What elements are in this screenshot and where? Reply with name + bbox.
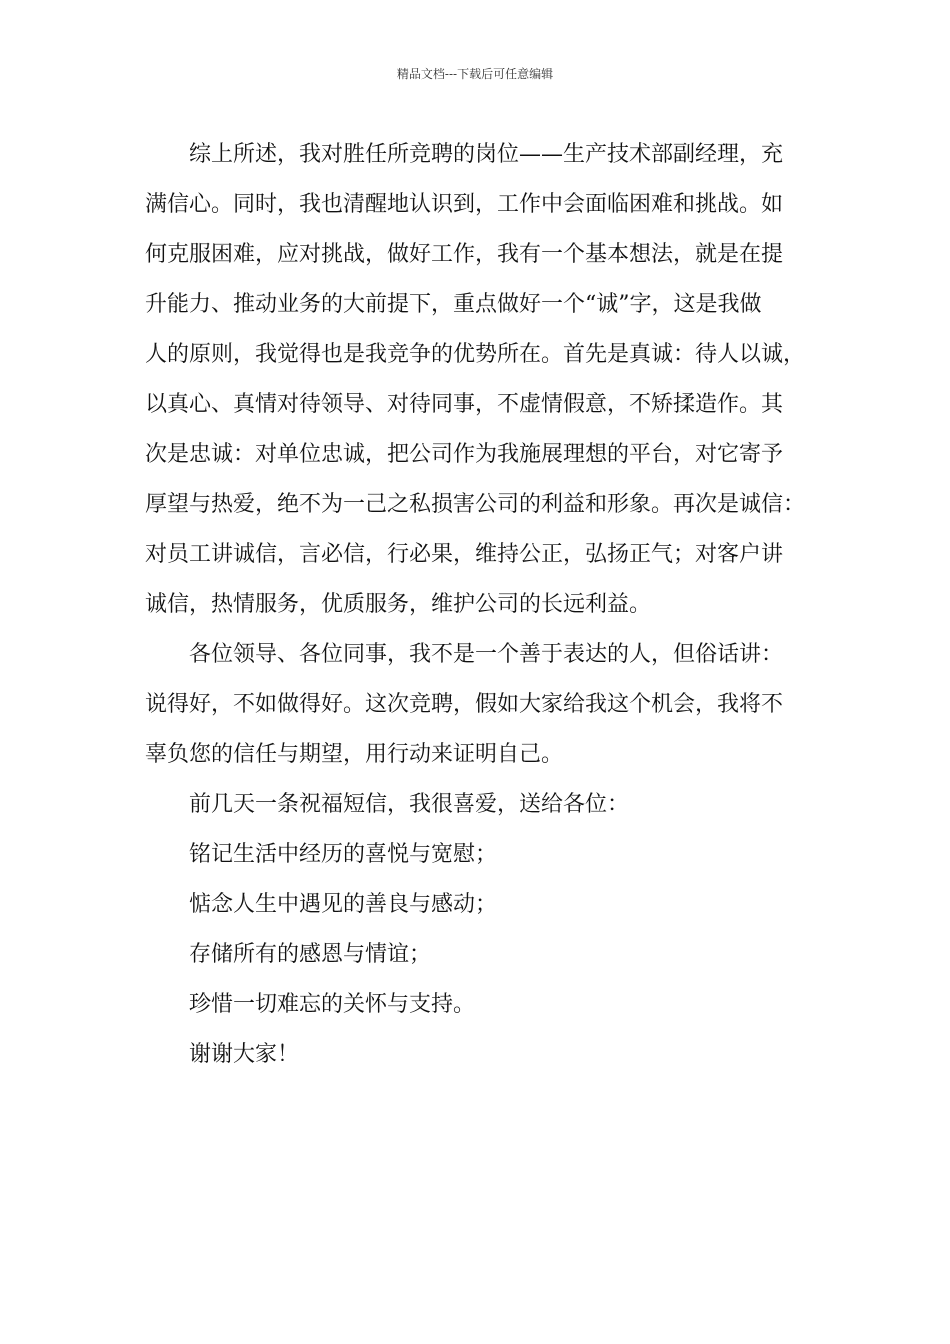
text-line: 铭记生活中经历的喜悦与宽慰； [189, 842, 498, 867]
page-header: 精品文档---下载后可任意编辑 [396, 67, 554, 81]
text-line: 各位领导、各位同事，我不是一个善于表达的人，但俗话讲： [189, 642, 784, 667]
text-line: 对员工讲诚信，言必信，行必果，维持公正，弘扬正气；对客户讲 [145, 542, 784, 567]
text-line: 前几天一条祝福短信，我很喜爱，送给各位： [189, 792, 630, 817]
text-line: 诚信，热情服务，优质服务，维护公司的长远利益。 [145, 592, 652, 617]
text-line: 何克服困难，应对挑战，做好工作，我有一个基本想法，就是在提 [145, 242, 784, 267]
text-line: 存储所有的感恩与情谊； [189, 942, 432, 967]
text-line: 满信心。同时，我也清醒地认识到，工作中会面临困难和挑战。如 [145, 192, 784, 217]
text-line: 次是忠诚：对单位忠诚，把公司作为我施展理想的平台，对它寄予 [145, 442, 784, 467]
text-line: 谢谢大家！ [189, 1042, 300, 1067]
text-line: 人的原则，我觉得也是我竞争的优势所在。首先是真诚：待人以诚， [145, 342, 806, 367]
text-line: 以真心、真情对待领导、对待同事，不虚情假意，不矫揉造作。其 [145, 392, 784, 417]
text-line: 惦念人生中遇见的善良与感动； [189, 892, 498, 917]
text-line: 辜负您的信任与期望，用行动来证明自己。 [145, 742, 564, 767]
text-line: 厚望与热爱，绝不为一己之私损害公司的利益和形象。再次是诚信： [145, 492, 806, 517]
text-line: 综上所述，我对胜任所竞聘的岗位——生产技术部副经理，充 [189, 142, 784, 167]
text-line: 升能力、推动业务的大前提下，重点做好一个“诚”字，这是我做 [145, 292, 762, 317]
text-line: 珍惜一切难忘的关怀与支持。 [189, 992, 476, 1017]
document-body [145, 130, 825, 1080]
text-line: 说得好，不如做得好。这次竞聘，假如大家给我这个机会，我将不 [145, 692, 784, 717]
